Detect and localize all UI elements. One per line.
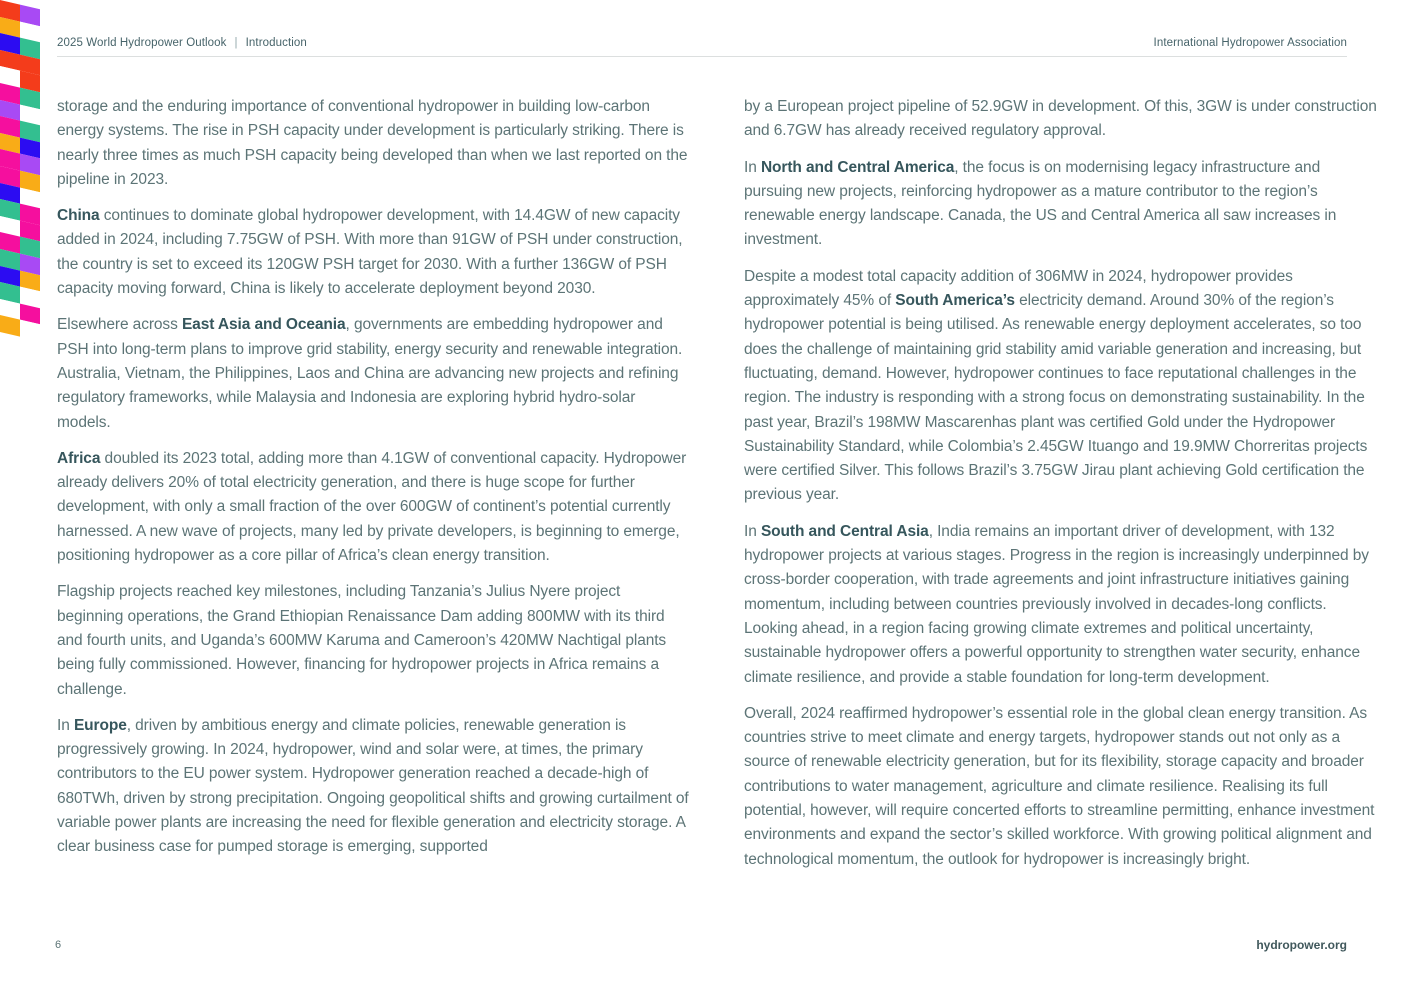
paragraph-text: Overall, 2024 reaffirmed hydropower’s essential role in the global clean energy transition. As countries strive to meet climate and energy targets, hydropower stands out not only as a source of renewable electricity generation, but for its flexibility, storage capacity and broader contributions to water management, agriculture and climate resilience. Realising its full potential, however, will require concerted efforts to streamline permitting, enhance investment environments and expand the sector’s skilled workforce. With growing political alignment and technological momentum, the outlook for hydropower is increasingly bright. — [744, 704, 1375, 868]
paragraph-text: Flagship projects reached key milestones, including Tanzania’s Julius Nyere project beginning operations, the Grand Ethiopian Renaissance Dam adding 800MW with its third and fourth units, and Uganda’s 600MW Karuma and Cameroon’s 420MW Nachtigal plants being fully commissioned. However, financing for hydropower projects in Africa remains a challenge. — [57, 583, 667, 698]
paragraph — [57, 204, 690, 301]
paragraph-text: , the focus is on modernising legacy infrastructure and pursuing new projects, reinforcing hydropower as a mature contributor to the region’s renewable energy landscape. Canada, the US and Central America all saw increases in investment. — [744, 158, 1337, 249]
region-emphasis: South America’s — [895, 292, 1015, 310]
region-emphasis: Europe — [73, 716, 127, 734]
body-columns — [57, 95, 1377, 884]
paragraph — [744, 702, 1377, 872]
paragraph-text: , driven by ambitious energy and climate policies, renewable generation is progressively growing. In 2024, hydropower, wind and solar were, at times, the primary contributors to the EU power system. Hydropower generation reached a decade-high of 680TWh, driven by strong precipitation. Ongoing geopolitical shifts and growing curtailment of variable power plants are increasing the need for flexible generation and electricity storage. A clear business case for pumped storage is emerging, supported — [57, 716, 689, 856]
region-emphasis: South and Central Asia — [760, 522, 929, 540]
paragraph — [744, 520, 1377, 690]
mosaic-tile — [20, 320, 40, 341]
page-number: 6 — [55, 939, 62, 951]
paragraph-text: , India remains an important driver of development, with 132 hydropower projects at various stages. Progress in the region is increasingly underpinned by cross-border cooperation, with trade agreements and joint infrastructure initiatives gaining momentum, including between countries previously involved in decades-long conflicts. Looking ahead, in a region facing growing climate extremes and political uncertainty, sustainable hydropower offers a powerful opportunity to strengthen water security, enhance climate resilience, and provide a stable foundation for long-term development. — [744, 522, 1369, 686]
paragraph — [57, 447, 690, 568]
section-title: Introduction — [245, 37, 307, 49]
paragraph-text: doubled its 2023 total, adding more than 4.1GW of conventional capacity. Hydropower already delivers 20% of total electricity generation, and there is huge scope for further development, with only a small fraction of the over 600GW of continent’s potential currently harnessed. A new wave of projects, many led by private developers, is beginning to emerge, positioning hydropower as a core pillar of Africa’s clean energy transition. — [57, 449, 687, 565]
paragraph-text: , governments are embedding hydropower and PSH into long-term plans to improve grid stability, energy security and renewable integration. Australia, Vietnam, the Philippines, Laos and China are advancing new projects and refining regulatory frameworks, while Malaysia and Indonesia are exploring hybrid hydro-solar models. — [57, 316, 683, 431]
paragraph — [57, 313, 690, 434]
paragraph-text: storage and the enduring importance of conventional hydropower in building low-carbon energy systems. The rise in PSH capacity under development is particularly striking. There is nearly three times as much PSH capacity being developed than when we last reported on the pipeline in 2023. — [57, 98, 688, 188]
paragraph-text: In — [744, 522, 761, 540]
region-emphasis: China — [57, 207, 100, 225]
header-breadcrumb — [57, 37, 307, 49]
mosaic-tile — [0, 315, 20, 336]
paragraph-text: In — [57, 716, 74, 734]
paragraph — [57, 714, 690, 860]
header-separator: | — [234, 37, 238, 49]
region-emphasis: East Asia and Oceania — [181, 316, 346, 334]
paragraph — [57, 95, 690, 192]
website-link[interactable]: hydropower.org — [1256, 938, 1347, 952]
paragraph-text: Despite a modest total capacity addition of 306MW in 2024, hydropower provides approximately 45% of — [744, 267, 1293, 310]
paragraph — [744, 95, 1377, 144]
header-rule — [57, 56, 1347, 57]
paragraph — [744, 265, 1377, 508]
organisation-name: International Hydropower Association — [1153, 37, 1347, 49]
paragraph — [744, 156, 1377, 253]
paragraph — [57, 580, 690, 701]
decorative-mosaic — [0, 0, 40, 341]
paragraph-text: by a European project pipeline of 52.9GW in development. Of this, 3GW is under construction and 6.7GW has already received regulatory approval. — [744, 98, 1377, 140]
left-column — [57, 95, 690, 884]
right-column — [744, 95, 1377, 884]
paragraph-text: Elsewhere across — [57, 316, 182, 334]
paragraph-text: continues to dominate global hydropower development, with 14.4GW of new capacity added in 2024, including 7.75GW of PSH. With more than 91GW of PSH under construction, the country is set to exceed its 120GW PSH target for 2030. With a further 136GW of PSH capacity moving forward, China is likely to accelerate deployment beyond 2030. — [57, 207, 683, 298]
region-emphasis: North and Central America — [760, 158, 955, 176]
paragraph-text: electricity demand. Around 30% of the region’s hydropower potential is being utilised. As renewable energy deployment accelerates, so too does the challenge of maintaining grid stability amid variable generation and increasing, but fluctuating, demand. However, hydropower continues to face reputational challenges in the region. The industry is responding with a strong focus on demonstrating sustainability. In the past year, Brazil’s 198MW Mascarenhas plant was certified Gold under the Hydropower Sustainability Standard, while Colombia’s 2.45GW Ituango and 19.9MW Chorreritas projects were certified Silver. This follows Brazil’s 3.75GW Jirau plant achieving Gold certification the previous year. — [744, 292, 1368, 504]
report-title: 2025 World Hydropower Outlook — [57, 37, 227, 49]
paragraph-text: In — [744, 158, 761, 176]
region-emphasis: Africa — [57, 449, 101, 467]
page-header — [57, 37, 1347, 49]
